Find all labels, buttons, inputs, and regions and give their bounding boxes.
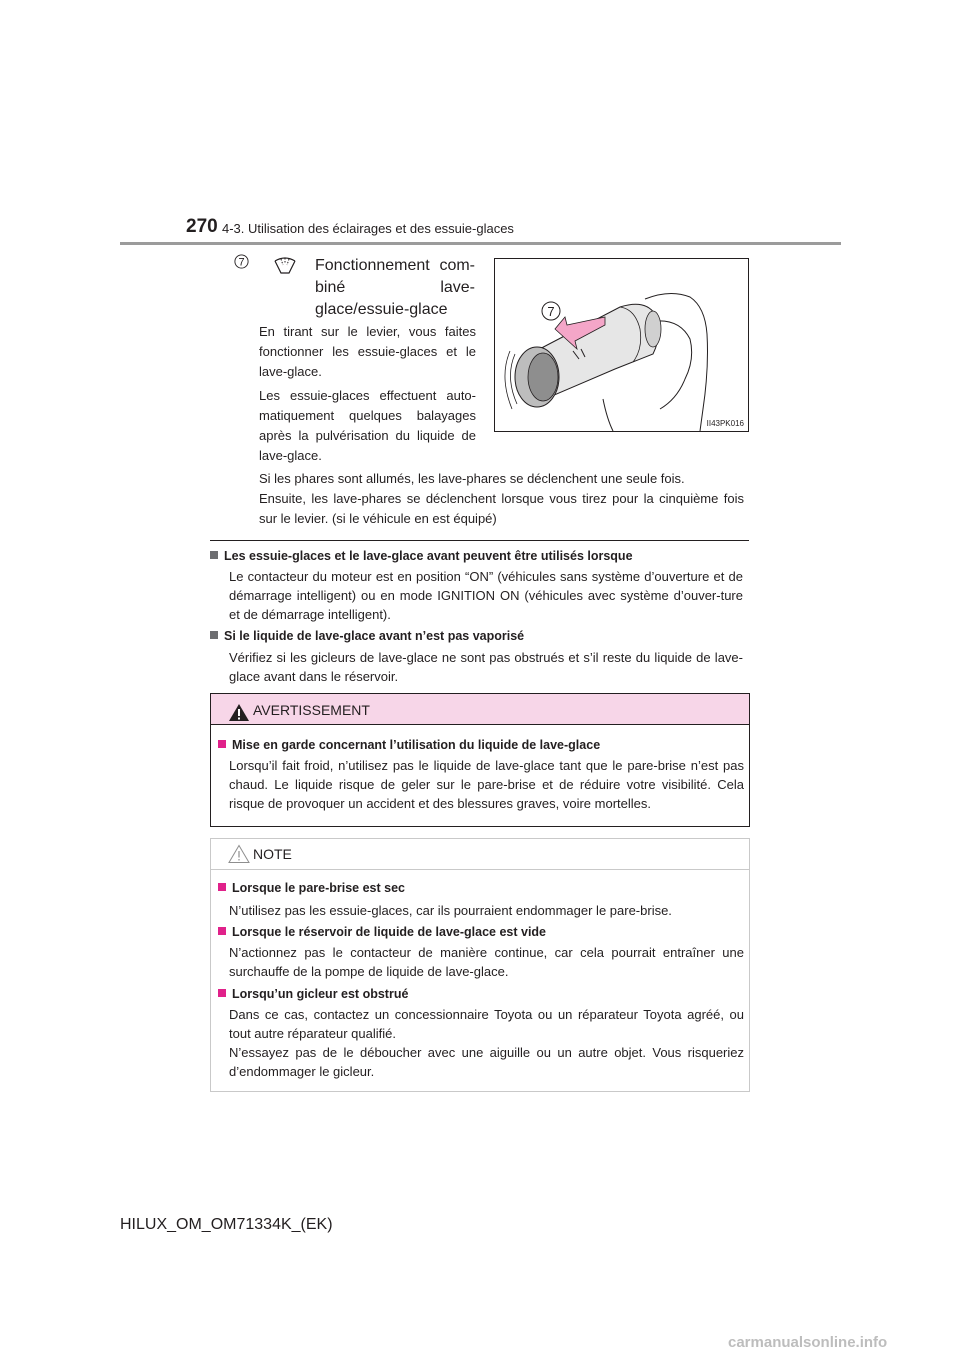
header-rule [120,242,841,245]
step-title: Fonctionnement com-biné lave-glace/essuie-glace [315,257,475,318]
note-body [229,1005,744,1081]
page-number: 270 [186,216,218,237]
caution-triangle-icon [228,844,250,864]
note-heading: Lorsque le pare-brise est sec [218,881,405,895]
warning-triangle-icon [228,703,250,722]
wiper-lever-illustration [494,258,749,432]
illustration-callout: 7 [547,304,555,319]
step-paragraph: En tirant sur le levier, vous faites fonctionner les essuie-glaces et le lave-glace. [259,324,476,379]
warning-header [211,694,749,725]
watermark: carmanualsonline.info [728,1334,888,1351]
bullet-square-icon [210,631,218,639]
warning-label: AVERTISSEMENT [253,702,370,718]
washer-wiper-icon [272,254,298,276]
step-paragraph: Les essuie-glaces effectuent auto-matiquement quelques balayages après la pulvérisation du liquide de lave-glace. [259,388,476,463]
info-heading: Si le liquide de lave-glace avant n’est pas vaporisé [210,629,524,643]
warning-box [210,693,750,827]
section-divider [210,540,749,541]
step-paragraph: Si les phares sont allumés, les lave-phares se déclenchent une seule fois. [259,471,685,486]
note-body-paragraph: N’essayez pas de le déboucher avec une aiguille ou un autre objet. Vous risqueriez d’endommager le gicleur. [229,1045,744,1079]
section-title: 4-3. Utilisation des éclairages et des essuie-glaces [222,221,514,236]
note-label: NOTE [253,846,292,862]
bullet-square-icon [218,927,226,935]
step-number: 7 [238,256,245,269]
warning-heading: Mise en garde concernant l’utilisation du liquide de lave-glace [218,738,600,752]
note-body: N’actionnez pas le contacteur de manière continue, car cela pourrait entraîner une surchauffe de la pompe de liquide de lave-glace. [229,945,744,979]
note-body-paragraph: Dans ce cas, contactez un concessionnaire Toyota ou un réparateur Toyota agréé, ou tout autre réparateur qualifié. [229,1007,744,1041]
note-box [210,838,750,1092]
step-paragraph: Ensuite, les lave-phares se déclenchent lorsque vous tirez pour la cinquième fois sur le levier. (si le véhicule en est équipé) [259,491,744,526]
bullet-square-icon [218,883,226,891]
bullet-square-icon [210,551,218,559]
note-header [211,839,749,870]
info-heading: Les essuie-glaces et le lave-glace avant peuvent être utilisés lorsque [210,549,633,563]
info-body: Le contacteur du moteur est en position “ON” (véhicules sans système d’ouverture et de démarrage intelligent) ou en mode IGNITION ON (véhicules avec système d’ouver-ture et de démarrage intelligent). [229,569,743,622]
bullet-square-icon [218,989,226,997]
note-body: N’utilisez pas les essuie-glaces, car ils pourraient endommager le pare-brise. [229,903,672,918]
document-code: HILUX_OM_OM71334K_(EK) [120,1216,333,1233]
warning-body: Lorsqu’il fait froid, n’utilisez pas le liquide de lave-glace tant que le pare-brise n’est pas chaud. Le liquide risque de geler sur le pare-brise et de réduire votre visibilité. Cela risque de provoquer un accident et des blessures graves, voire mortelles. [229,758,744,811]
note-heading: Lorsque le réservoir de liquide de lave-glace est vide [218,925,546,939]
image-code: II43PK016 [706,419,744,428]
bullet-square-icon [218,740,226,748]
note-heading: Lorsqu’un gicleur est obstrué [218,987,408,1001]
info-body: Vérifiez si les gicleurs de lave-glace ne sont pas obstrués et s’il reste du liquide de lave-glace avant dans le réservoir. [229,650,743,684]
step-number-circle [234,254,249,269]
